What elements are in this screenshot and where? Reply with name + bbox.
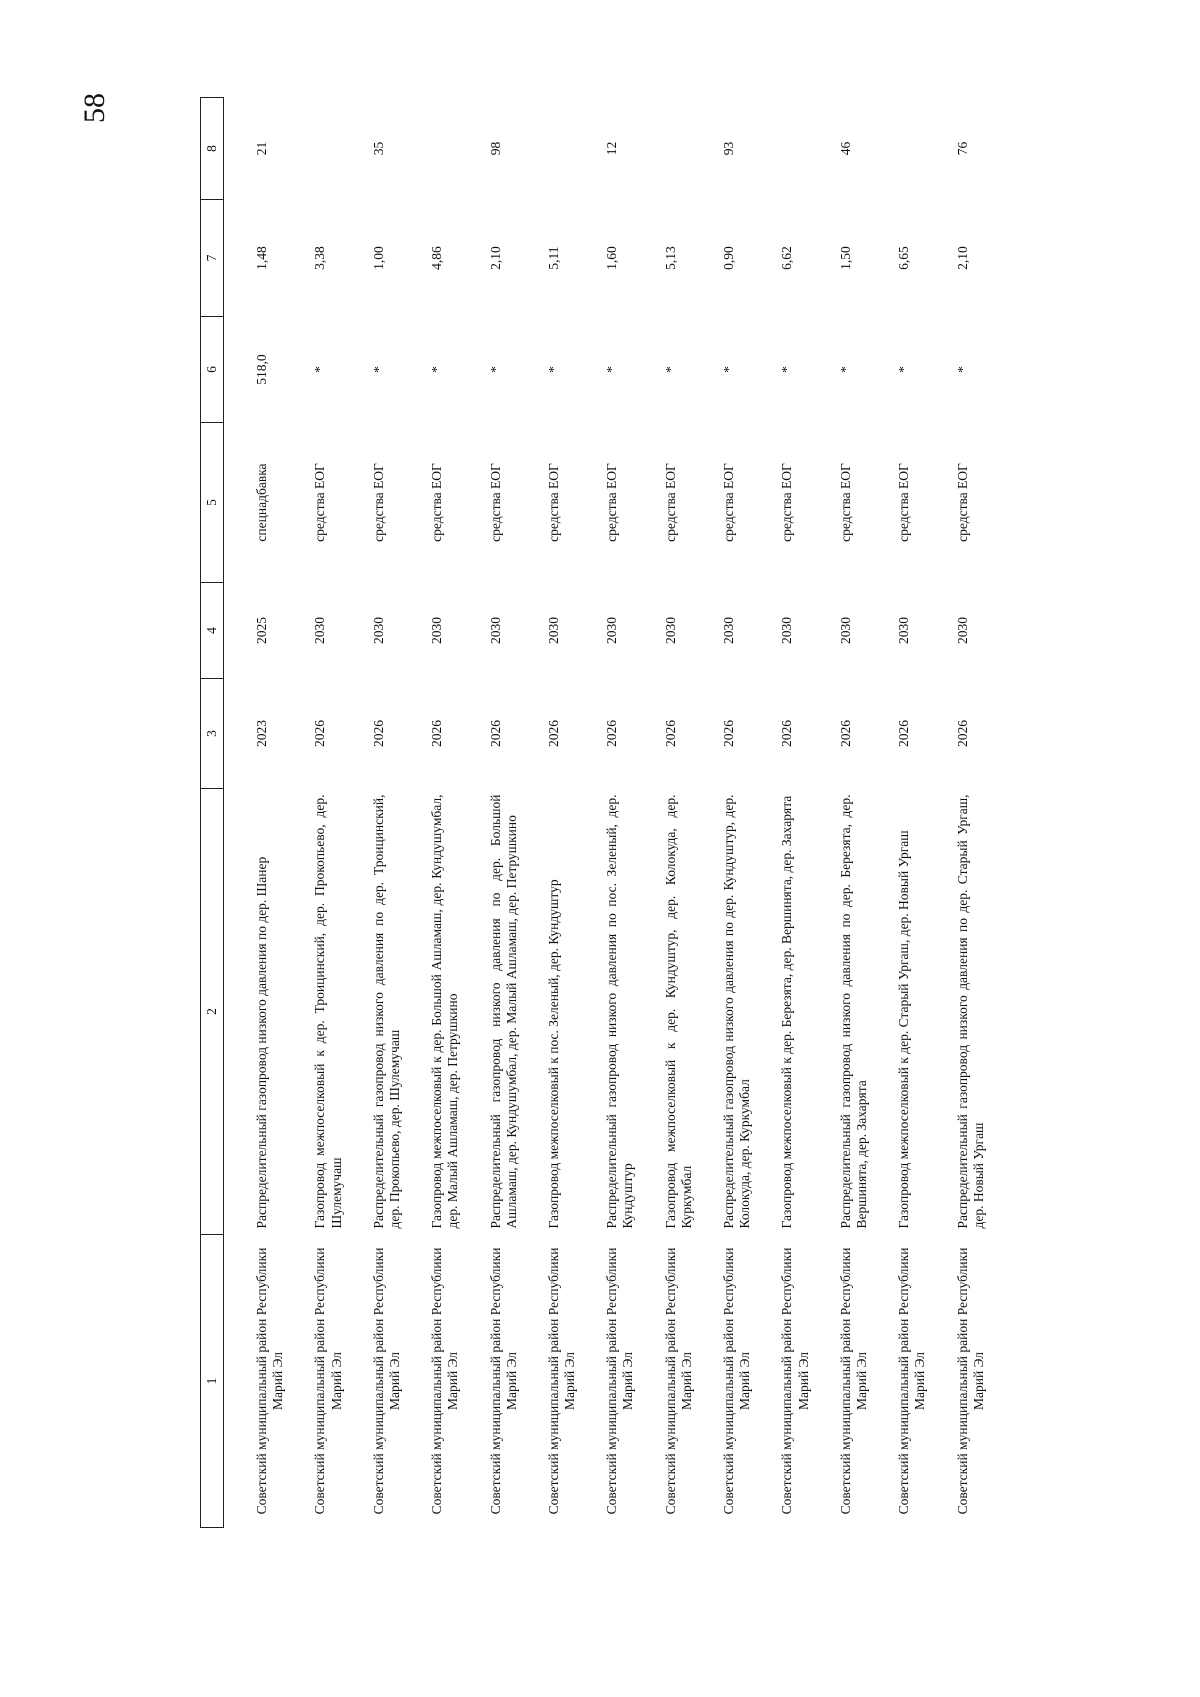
table-row: [578, 98, 636, 1528]
object-name-cell: Распределительный газопровод низкого давления по дер. Троицинский, дер. Прокопьево, дер. Шулемучаш: [370, 794, 402, 1229]
end-year-cell: 2030: [662, 617, 678, 644]
start-year-cell: 2026: [604, 720, 620, 747]
municipality-cell: Советский муниципальный район Республики Марий Эл: [254, 1247, 286, 1515]
municipality-cell: Советский муниципальный район Республики Марий Эл: [312, 1247, 344, 1515]
cost-cell: *: [312, 366, 328, 373]
table-row: [224, 98, 287, 1528]
object-name-cell: Распределительный газопровод низкого давления по дер. Шанер: [254, 856, 269, 1229]
length-cell: 2,10: [954, 246, 970, 270]
table-header: [201, 98, 224, 1528]
municipality-cell: Советский муниципальный район Республики Марий Эл: [954, 1247, 986, 1515]
start-year-cell: 2026: [545, 720, 561, 747]
length-cell: 6,65: [896, 246, 912, 270]
funding-source-cell: средства ЕОГ: [662, 463, 678, 542]
column-number-6: 6: [201, 317, 224, 423]
cost-cell: *: [954, 366, 970, 373]
start-year-cell: 2026: [429, 720, 445, 747]
end-year-cell: 2030: [779, 617, 795, 644]
cost-cell: *: [779, 366, 795, 373]
cost-cell: *: [837, 366, 853, 373]
households-cell: 21: [254, 141, 269, 156]
funding-source-cell: средства ЕОГ: [312, 463, 328, 542]
table-row: [345, 98, 403, 1528]
length-cell: 4,86: [429, 246, 445, 270]
column-number-7: 7: [201, 200, 224, 317]
gas-pipeline-table: [200, 97, 987, 1528]
table-row: [929, 98, 987, 1528]
start-year-cell: 2026: [721, 720, 736, 747]
municipality-cell: Советский муниципальный район Республики Марий Эл: [662, 1247, 694, 1515]
length-cell: 1,48: [254, 246, 269, 270]
funding-source-cell: спецнадбавка: [254, 463, 269, 542]
municipality-cell: Советский муниципальный район Республики Марий Эл: [370, 1247, 402, 1515]
start-year-cell: 2026: [837, 720, 853, 747]
start-year-cell: 2023: [254, 720, 269, 747]
funding-source-cell: средства ЕОГ: [487, 463, 503, 542]
table-row: [870, 98, 928, 1528]
length-cell: 6,62: [779, 246, 795, 270]
object-name-cell: Распределительный газопровод низкого давления по дер. Большой Ашламаш, дер. Кундушумбал, дер. Малый Ашламаш, дер. Петрушкино: [487, 794, 519, 1229]
end-year-cell: 2030: [896, 617, 912, 644]
column-number-1: 1: [201, 1235, 224, 1528]
object-name-cell: Распределительный газопровод низкого давления по пос. Зеленый, дер. Кундуштур: [604, 794, 636, 1229]
funding-source-cell: средства ЕОГ: [954, 463, 970, 542]
cost-cell: *: [545, 366, 561, 373]
households-cell: 12: [604, 141, 620, 156]
funding-source-cell: средства ЕОГ: [604, 463, 620, 542]
households-cell: [520, 98, 578, 200]
column-number-8: 8: [201, 98, 224, 200]
municipality-cell: Советский муниципальный район Республики Марий Эл: [487, 1247, 519, 1515]
households-cell: 76: [954, 141, 970, 156]
header-row: [201, 98, 224, 1528]
object-name-cell: Газопровод межпоселковый к дер. Старый Ургаш, дер. Новый Ургаш: [896, 830, 912, 1229]
page-number: 58: [78, 93, 111, 123]
end-year-cell: 2030: [604, 617, 620, 644]
length-cell: 1,60: [604, 246, 620, 270]
municipality-cell: Советский муниципальный район Республики Марий Эл: [429, 1247, 461, 1515]
end-year-cell: 2030: [954, 617, 970, 644]
object-name-cell: Газопровод межпоселковый к дер. Березята, дер. Вершинята, дер. Захарята: [779, 795, 795, 1229]
object-name-cell: Газопровод межпоселковый к дер. Большой Ашламаш, дер. Кундушумбал, дер. Малый Ашламаш, дер. Петрушкино: [429, 794, 461, 1229]
column-number-5: 5: [201, 423, 224, 583]
end-year-cell: 2030: [429, 617, 445, 644]
end-year-cell: 2030: [721, 617, 736, 644]
end-year-cell: 2030: [370, 617, 386, 644]
length-cell: 5,13: [662, 246, 678, 270]
table-row: [403, 98, 461, 1528]
length-cell: 1,50: [837, 246, 853, 270]
funding-source-cell: средства ЕОГ: [896, 463, 912, 542]
object-name-cell: Распределительный газопровод низкого давления по дер. Старый Ургаш, дер. Новый Ургаш: [954, 794, 986, 1229]
cost-cell: *: [604, 366, 620, 373]
households-cell: 98: [487, 141, 503, 156]
column-number-2: 2: [201, 789, 224, 1235]
start-year-cell: 2026: [896, 720, 912, 747]
start-year-cell: 2026: [312, 720, 328, 747]
funding-source-cell: средства ЕОГ: [837, 463, 853, 542]
table-row: [286, 98, 344, 1528]
length-cell: 3,38: [312, 246, 328, 270]
municipality-cell: Советский муниципальный район Республики Марий Эл: [837, 1247, 869, 1515]
start-year-cell: 2026: [779, 720, 795, 747]
table-row: [637, 98, 695, 1528]
object-name-cell: Распределительный газопровод низкого давления по дер. Кундуштур, дер. Колокуда, дер. Куркумбал: [721, 794, 753, 1229]
funding-source-cell: средства ЕОГ: [779, 463, 795, 542]
households-cell: 35: [370, 141, 386, 156]
cost-cell: *: [370, 366, 386, 373]
table-row: [462, 98, 520, 1528]
start-year-cell: 2026: [370, 720, 386, 747]
rotated-table-container: [200, 98, 990, 1528]
table-row: [753, 98, 811, 1528]
start-year-cell: 2026: [662, 720, 678, 747]
households-cell: [753, 98, 811, 200]
object-name-cell: Газопровод межпоселковый к дер. Кундуштур, дер. Колокуда, дер. Куркумбал: [662, 794, 694, 1229]
object-name-cell: Газопровод межпоселковый к дер. Троицинский, дер. Прокопьево, дер. Шулемучаш: [312, 794, 344, 1229]
end-year-cell: 2030: [487, 617, 503, 644]
column-number-4: 4: [201, 583, 224, 679]
end-year-cell: 2025: [254, 617, 269, 644]
funding-source-cell: средства ЕОГ: [545, 463, 561, 542]
table-row: [812, 98, 870, 1528]
length-cell: 1,00: [370, 246, 386, 270]
households-cell: [403, 98, 461, 200]
funding-source-cell: средства ЕОГ: [429, 463, 445, 542]
municipality-cell: Советский муниципальный район Республики Марий Эл: [896, 1247, 928, 1515]
cost-cell: *: [721, 366, 736, 373]
start-year-cell: 2026: [487, 720, 503, 747]
cost-cell: *: [429, 366, 445, 373]
municipality-cell: Советский муниципальный район Республики Марий Эл: [721, 1247, 753, 1515]
municipality-cell: Советский муниципальный район Республики Марий Эл: [604, 1247, 636, 1515]
households-cell: [286, 98, 344, 200]
object-name-cell: Распределительный газопровод низкого давления по дер. Березята, дер. Вершинята, дер. Захарята: [837, 794, 869, 1229]
households-cell: [637, 98, 695, 200]
length-cell: 0,90: [721, 246, 736, 270]
funding-source-cell: средства ЕОГ: [370, 463, 386, 542]
households-cell: 46: [837, 141, 853, 156]
cost-cell: *: [487, 366, 503, 373]
table-row: [695, 98, 753, 1528]
table-row: [520, 98, 578, 1528]
object-name-cell: Газопровод межпоселковый к пос. Зеленый, дер. Кундуштур: [545, 879, 561, 1229]
end-year-cell: 2030: [545, 617, 561, 644]
municipality-cell: Советский муниципальный район Республики Марий Эл: [545, 1247, 578, 1515]
cost-cell: *: [662, 366, 678, 373]
cost-cell: 518,0: [254, 354, 269, 385]
end-year-cell: 2030: [312, 617, 328, 644]
end-year-cell: 2030: [837, 617, 853, 644]
table-body: [224, 98, 987, 1528]
households-cell: [870, 98, 928, 200]
cost-cell: *: [896, 366, 912, 373]
start-year-cell: 2026: [954, 720, 970, 747]
column-number-3: 3: [201, 679, 224, 789]
length-cell: 2,10: [487, 246, 503, 270]
households-cell: 93: [721, 141, 736, 156]
length-cell: 5,11: [545, 246, 561, 270]
funding-source-cell: средства ЕОГ: [721, 463, 736, 542]
municipality-cell: Советский муниципальный район Республики Марий Эл: [779, 1247, 811, 1515]
